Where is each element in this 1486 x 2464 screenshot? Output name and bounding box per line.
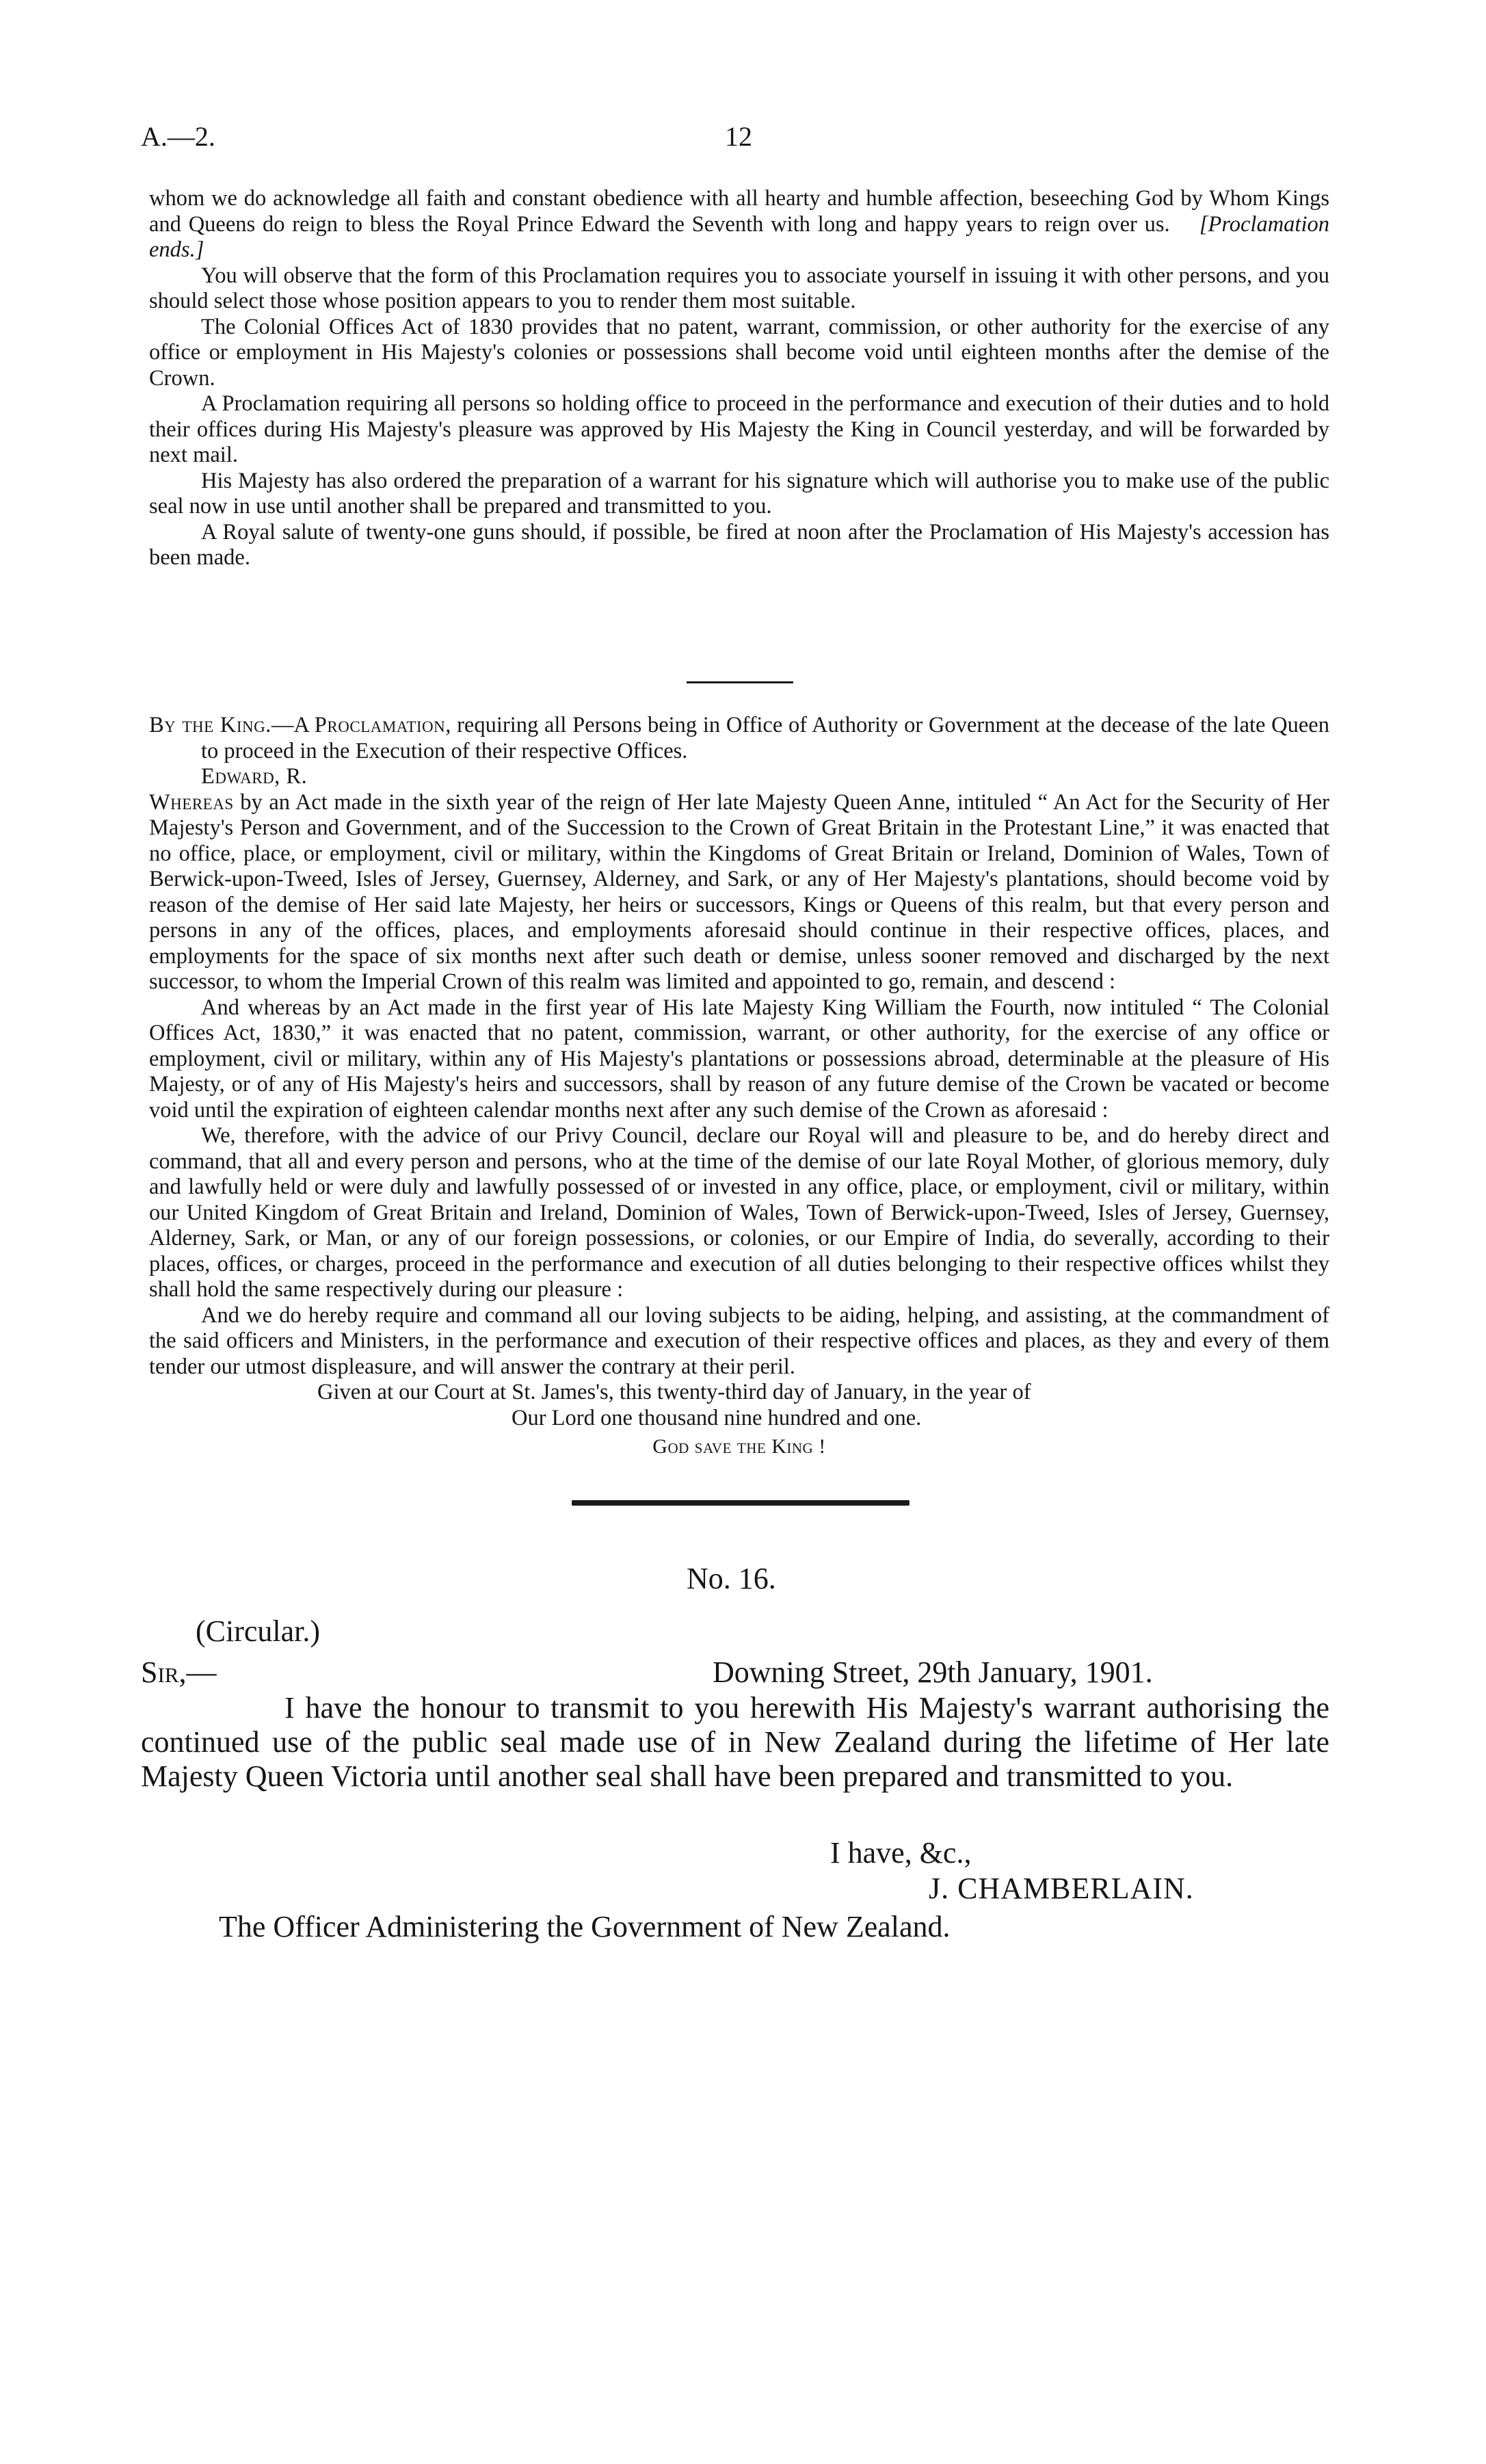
paragraph: A Royal salute of twenty-one guns should, if possible, be fired at noon after the Proclamation of His Majesty's accession has been made. [149, 519, 1329, 570]
paragraph: You will observe that the form of this Proclamation requires you to associate yourself in issuing it with other persons, and you should select those whose position appears to you to render them most suitable. [149, 263, 1329, 313]
given-line: Given at our Court at St. James's, this twenty-third day of January, in the year of [317, 1380, 1031, 1404]
proclamation-ends-note: [Proclamation ends.] [149, 211, 1329, 262]
page-number: 12 [725, 121, 752, 152]
paragraph: Whereas by an Act made in the sixth year of the reign of Her late Majesty Queen Anne, intituled “ An Act for the Security of Her Majesty's Person and Government, and of the Succession to the Crown of Great Britain in the Protestant Line,” it was enacted that no office, place, or employment, civil or military, within the Kingdoms of Great Britain or Ireland, Dominion of Wales, Town of Berwick-upon-Tweed, Isles of Jersey, Guernsey, Alderney, and Sark, or any of Her Majesty's plantations, should become void by reason of the demise of Her said late Majesty, her heirs or successors, Kings or Queens of this realm, but that every person and persons in any of the offices, places, and employments aforesaid should continue in their respective offices, places, and employments for the space of six months next after such death or demise, unless sooner removed and discharged by the next successor, to whom the Imperial Crown of this realm was limited and appointed to go, remain, and descend : [149, 789, 1329, 994]
paragraph: We, therefore, with the advice of our Privy Council, declare our Royal will and pleasure to be, and do hereby direct and command, that all and every person and persons, who at the time of the demise of our late Royal Mother, of glorious memory, duly and lawfully held or were duly and lawfully possessed of or invested in any office, place, or employment, civil or military, within our United Kingdom of Great Britain and Ireland, Dominion of Wales, Town of Berwick-upon-Tweed, Isles of Jersey, Guernsey, Alderney, Sark, or Man, or any of our foreign possessions, or colonies, or our Empire of India, do severally, according to their places, offices, or charges, proceed in the performance and execution of all duties belonging to their respective offices whilst they shall hold the same respectively during our pleasure : [149, 1123, 1329, 1302]
paragraph: And whereas by an Act made in the first year of His late Majesty King William the Fourth, now intituled “ The Colonial Offices Act, 1830,” it was enacted that no patent, commission, warrant, or other authority, for the exercise of any office or employment, civil or military, within any of His Majesty's plantations or possessions abroad, determinable at the pleasure of His Majesty, or of any of His Majesty's heirs and successors, shall by reason of any future demise of the Crown be vacated or become void until the expiration of eighteen calendar months next after any such demise of the Crown as aforesaid : [149, 995, 1329, 1123]
section-divider-heavy [572, 1500, 910, 1506]
god-save-the-king: God save the King ! [652, 1435, 826, 1458]
salutation: Sir,— [141, 1655, 217, 1689]
addressee: The Officer Administering the Government of New Zealand. [219, 1910, 951, 1943]
paragraph: A Proclamation requiring all persons so holding office to proceed in the performance and execution of their duties and to hold their offices during His Majesty's pleasure was approved by His Majesty the King in Council yesterday, and will be forwarded by next mail. [149, 391, 1329, 467]
proclamation [149, 713, 1329, 1460]
circular-label: (Circular.) [196, 1614, 321, 1648]
paragraph: And we do hereby require and command all our loving subjects to be aiding, helping, and assisting, at the commandment of the said officers and Ministers, in the performance and execution of their respective offices and places, as they and every of them tender our utmost displeasure, and will answer the contrary at their peril. [149, 1302, 1329, 1379]
paragraph: The Colonial Offices Act of 1830 provides that no patent, warrant, commission, or other authority for the exercise of any office or employment in His Majesty's colonies or possessions shall become void until eighteen months after the demise of the Crown. [149, 314, 1329, 391]
letter-body: I have the honour to transmit to you herewith His Majesty's warrant authorising the continued use of the public seal made use of in New Zealand during the lifetime of Her late Majesty Queen Victoria until another seal shall have been prepared and transmitted to you. [141, 1691, 1329, 1793]
signature: J. CHAMBERLAIN. [929, 1872, 1194, 1905]
given-line: Our Lord one thousand nine hundred and one. [512, 1405, 922, 1430]
section-divider [687, 681, 793, 683]
closing: I have, &c., [830, 1836, 972, 1870]
dateline: Downing Street, 29th January, 1901. [713, 1655, 1153, 1689]
paragraph: whom we do acknowledge all faith and constant obedience with all hearty and humble affection, beseeching God by Whom Kings and Queens do reign to bless the Royal Prince Edward the Seventh with long and happy years to reign over us. [Proclamation ends.] [149, 186, 1329, 262]
dispatch-continuation [149, 186, 1329, 571]
proclamation-heading: By the King.—A Proclamation, requiring all Persons being in Office of Authority or Government at the decease of the late Queen to proceed in the Execution of their respective Offices. [149, 713, 1329, 763]
document-reference: A.—2. [141, 121, 215, 152]
royal-signature: Edward, R. [201, 764, 308, 789]
letter-number: No. 16. [687, 1562, 776, 1595]
paragraph: His Majesty has also ordered the preparation of a warrant for his signature which will authorise you to make use of the public seal now in use until another shall be prepared and transmitted to you. [149, 468, 1329, 519]
